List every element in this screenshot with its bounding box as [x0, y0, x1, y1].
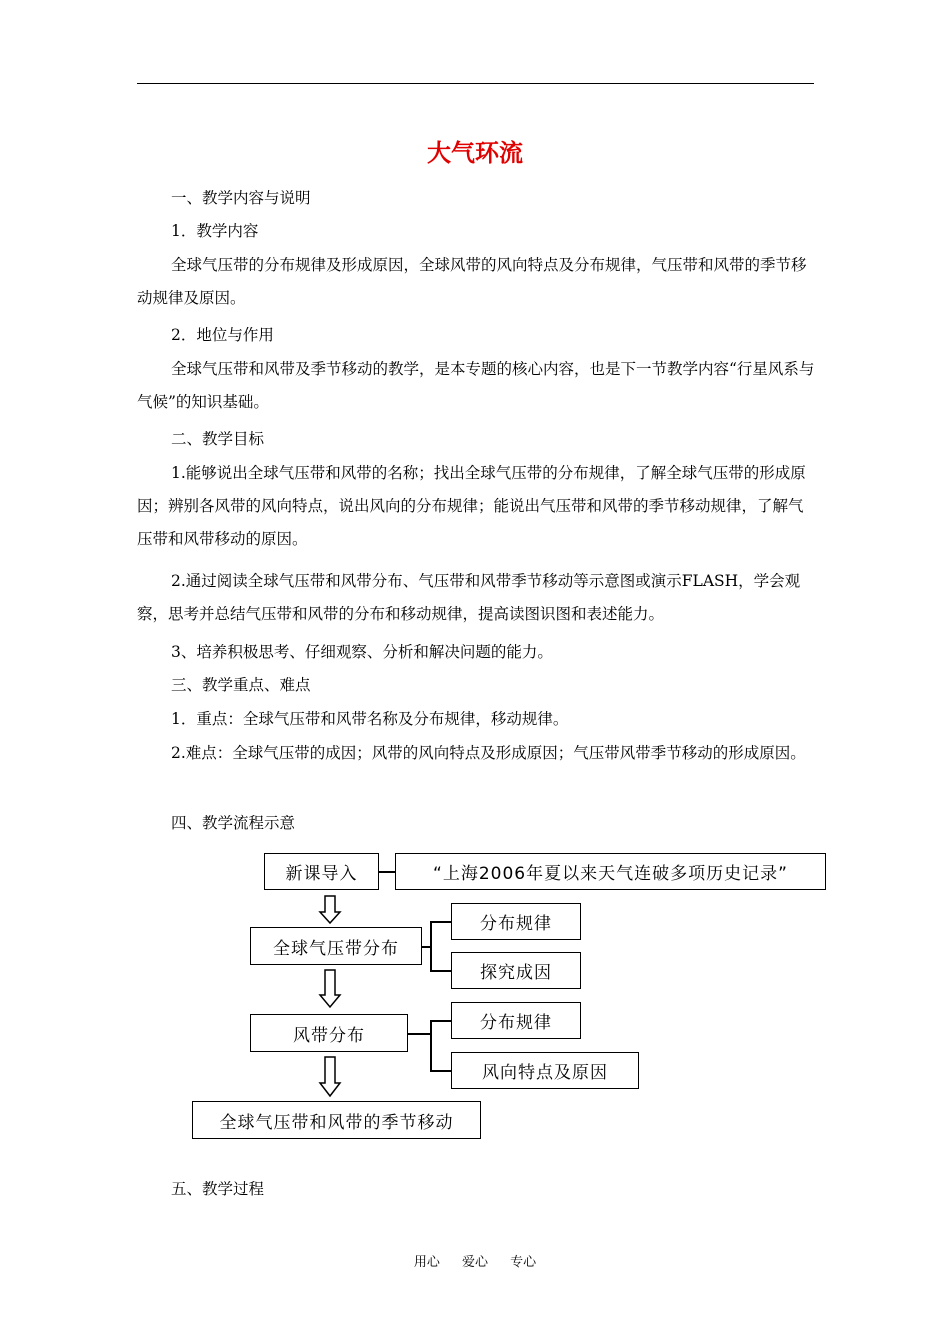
section-3-item-2: 2.难点：全球气压带的成因；风带的风向特点及形成原因；气压带风带季节移动的形成原因。 [171, 744, 806, 762]
down-arrow-icon [318, 1056, 342, 1098]
section-1-heading: 一、教学内容与说明 [171, 189, 311, 207]
section-2-item-2: 2.通过阅读全球气压带和风带分布、气压带和风带季节移动等示意图或演示FLASH，学会观察，思考并总结气压带和风带的分布和移动规律，提高读图识图和表述能力。 [137, 572, 801, 623]
section-1-2-text: 全球气压带和风带及季节移动的教学，是本专题的核心内容，也是下一节教学内容“行星风系与气候”的知识基础。 [137, 360, 815, 411]
connector [430, 1070, 452, 1072]
down-arrow-icon [318, 895, 342, 925]
section-1-1-text: 全球气压带的分布规律及形成原因，全球风带的风向特点及分布规律，气压带和风带的季节移动规律及原因。 [137, 256, 807, 307]
connector [430, 921, 432, 971]
down-arrow-icon [318, 969, 342, 1009]
section-3-item-1: 1．重点：全球气压带和风带名称及分布规律，移动规律。 [171, 710, 569, 728]
flow-box-wind-sub2: 风向特点及原因 [451, 1052, 639, 1089]
footer-text-3: 专心 [510, 1255, 537, 1270]
section-2-item-3: 3、培养积极思考、仔细观察、分析和解决问题的能力。 [171, 643, 553, 661]
section-2-heading: 二、教学目标 [171, 430, 265, 448]
flow-box-pressure: 全球气压带分布 [250, 927, 422, 965]
flow-box-pressure-sub1: 分布规律 [451, 903, 581, 940]
connector [430, 970, 452, 972]
footer-text-1: 用心 [413, 1255, 440, 1270]
section-1-2-heading: 2．地位与作用 [171, 326, 274, 344]
section-5-heading: 五、教学过程 [171, 1180, 265, 1198]
footer [0, 1251, 950, 1270]
connector [430, 1020, 432, 1071]
flow-box-intro-note: “上海2006年夏以来天气连破多项历史记录” [395, 853, 826, 890]
section-4-heading: 四、教学流程示意 [171, 814, 296, 832]
page-title: 大气环流 [427, 139, 523, 167]
section-2-item-1: 1.能够说出全球气压带和风带的名称；找出全球气压带的分布规律，了解全球气压带的形成原因；辨别各风带的风向特点，说出风向的分布规律；能说出气压带和风带的季节移动规律，了解气压带和风带移动的原因。 [137, 464, 806, 548]
flow-box-wind-sub1: 分布规律 [451, 1002, 581, 1039]
connector [379, 871, 396, 873]
footer-text-2: 爱心 [461, 1255, 488, 1270]
connector [408, 1033, 431, 1035]
header-rule [137, 83, 814, 84]
connector [430, 1020, 452, 1022]
flow-box-season: 全球气压带和风带的季节移动 [192, 1101, 481, 1139]
section-1-1-heading: 1．教学内容 [171, 222, 259, 240]
connector [430, 921, 452, 923]
flow-box-pressure-sub2: 探究成因 [451, 952, 581, 989]
flow-box-wind: 风带分布 [250, 1014, 408, 1052]
section-3-heading: 三、教学重点、难点 [171, 676, 311, 694]
flow-box-intro: 新课导入 [264, 853, 379, 890]
